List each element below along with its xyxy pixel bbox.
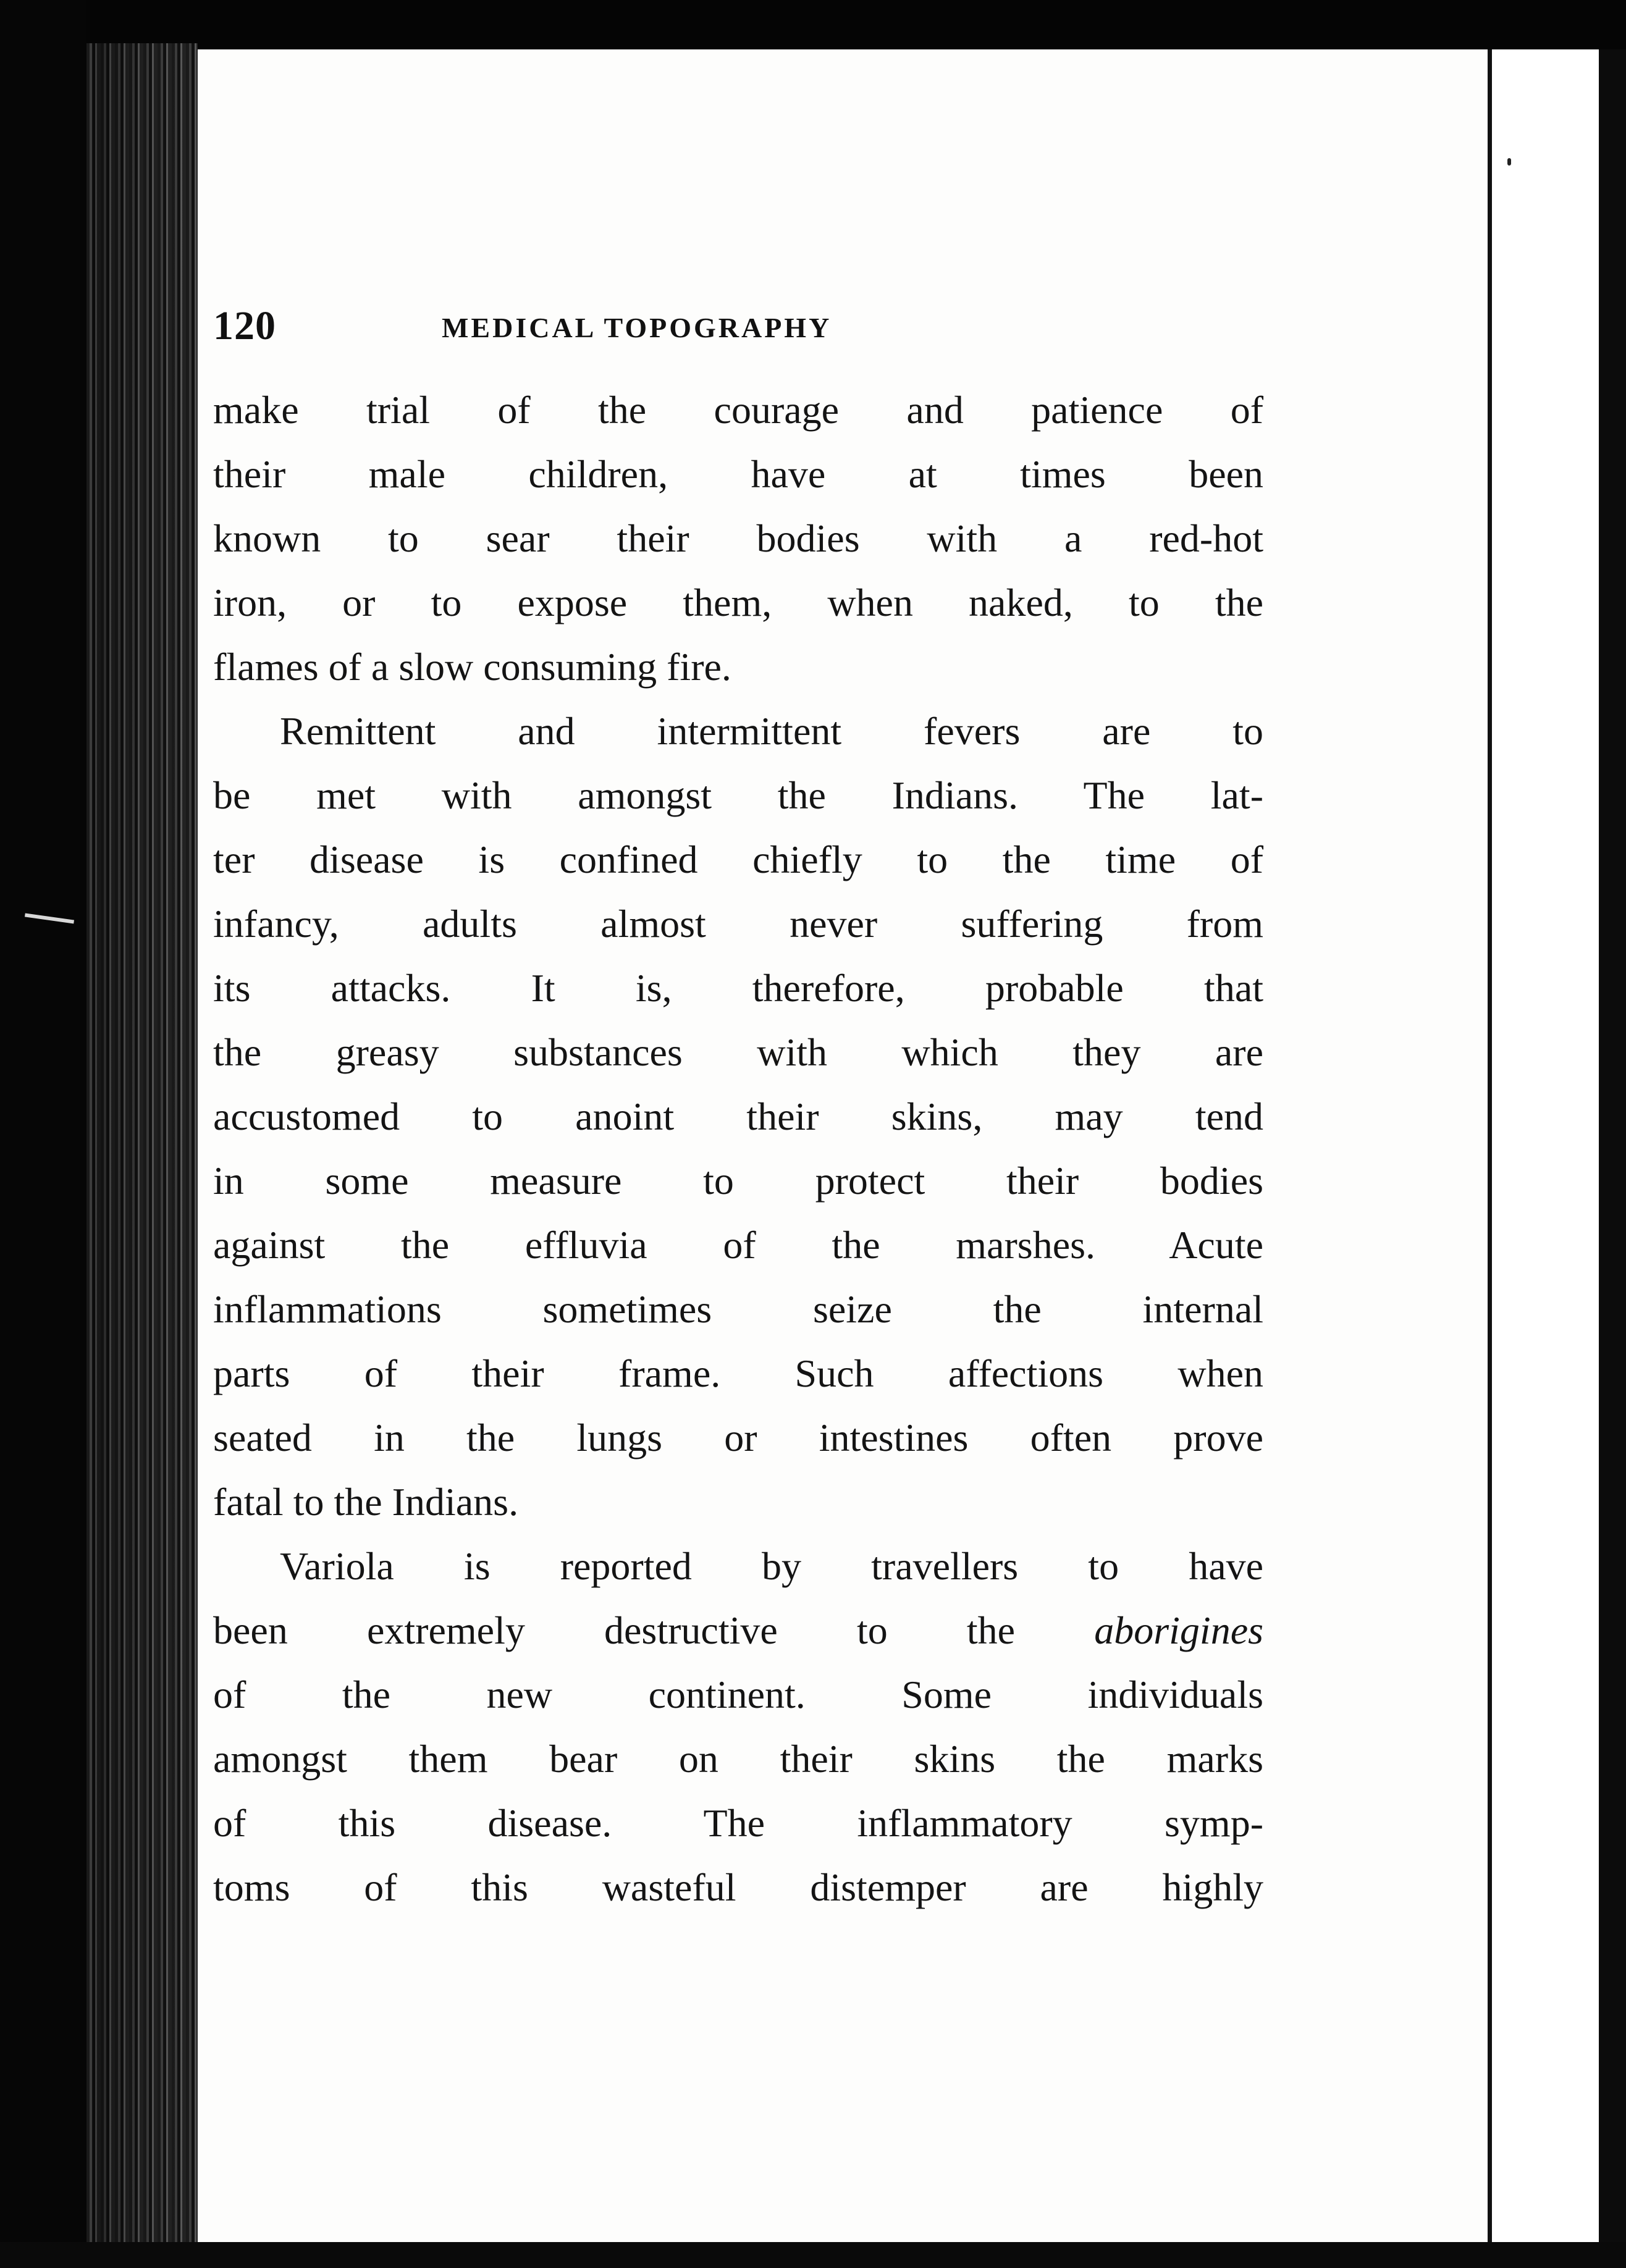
text-line-with-italic [213, 1598, 1263, 1663]
text-line: its attacks. It is, therefore, probable that [213, 966, 1263, 1010]
text-line: ter disease is confined chiefly to the time of [213, 838, 1263, 881]
running-header [213, 303, 1029, 352]
text-line: seated in the lungs or intestines often prove [213, 1416, 1263, 1460]
gutter-mark [25, 913, 74, 923]
text-line: make trial of the courage and patience of [213, 388, 1263, 432]
scan-bottom-border [0, 2242, 1626, 2268]
text-line: flames of a slow consuming fire. [213, 645, 731, 689]
text-line: against the effluvia of the marshes. Acute [213, 1223, 1263, 1267]
text-line: in some measure to protect their bodies [213, 1159, 1263, 1203]
italic-word: aborigines [1094, 1608, 1263, 1652]
facing-page-edge [1599, 49, 1626, 2242]
text-line: inflammations sometimes seize the internal [213, 1287, 1263, 1331]
text-line: known to sear their bodies with a red-hot [213, 516, 1263, 560]
body-text [213, 378, 1263, 1920]
text-line: Remittent and intermittent fevers are to [280, 709, 1263, 753]
text-line: the greasy substances with which they are [213, 1030, 1263, 1074]
scan-top-border [0, 0, 1626, 49]
text-line: of the new continent. Some individuals [213, 1673, 1263, 1716]
text-line: amongst them bear on their skins the marks [213, 1737, 1263, 1781]
text-line: fatal to the Indians. [213, 1480, 519, 1524]
text-line: be met with amongst the Indians. The lat- [213, 773, 1263, 817]
running-title: MEDICAL TOPOGRAPHY [442, 312, 832, 343]
text-line: their male children, have at times been [213, 452, 1263, 496]
gutter-shadow [93, 43, 198, 2242]
scan-left-border [0, 0, 86, 2268]
text-line: Variola is reported by travellers to have [280, 1544, 1263, 1588]
page-divider [1488, 49, 1492, 2242]
page-number: 120 [213, 303, 276, 348]
text-line: parts of their frame. Such affections when [213, 1351, 1263, 1395]
text-line: of this disease. The inflammatory symp- [213, 1801, 1263, 1845]
text-run: been extremely destructive to the [213, 1608, 1095, 1652]
scan-speck [1507, 158, 1511, 166]
text-line: infancy, adults almost never suffering from [213, 902, 1263, 946]
text-line: toms of this wasteful distemper are highly [213, 1865, 1263, 1909]
text-line: accustomed to anoint their skins, may tend [213, 1094, 1263, 1138]
text-line: iron, or to expose them, when naked, to the [213, 581, 1263, 624]
